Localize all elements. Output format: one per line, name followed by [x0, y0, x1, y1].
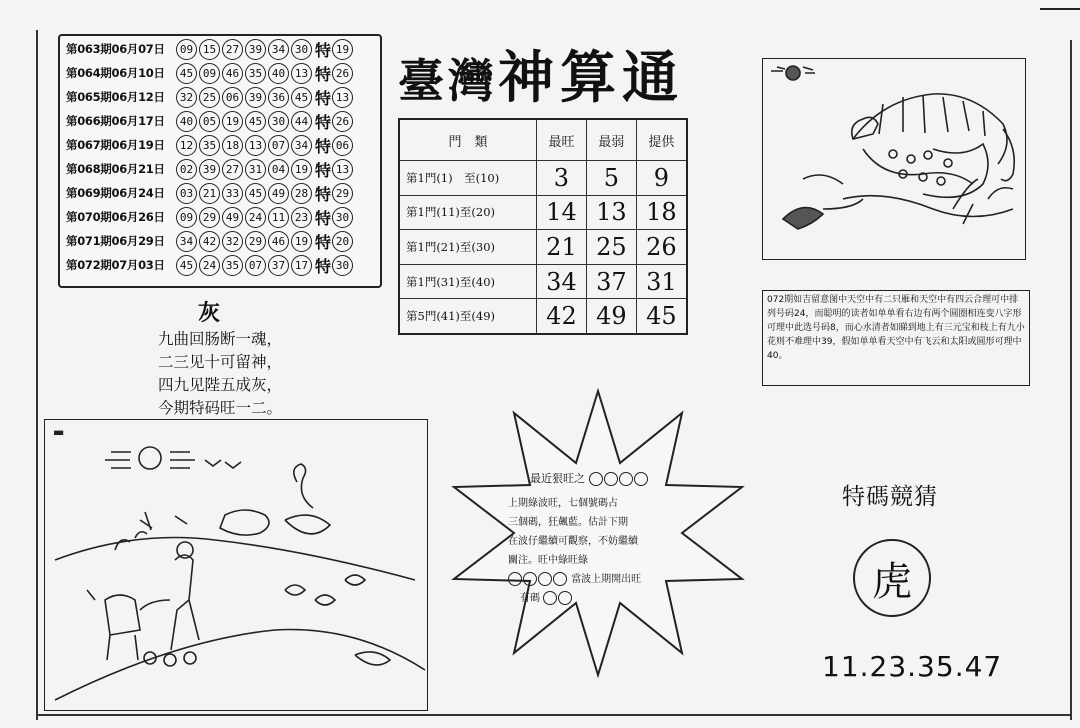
- number-ball: 46: [268, 231, 289, 252]
- ball-icon: [589, 472, 603, 486]
- result-row: [66, 158, 355, 180]
- number-ball: 34: [291, 135, 312, 156]
- number-ball: 30: [291, 39, 312, 60]
- result-period-label: 第072期07月03日: [66, 258, 165, 272]
- hint-note: 072期如吉留意图中天空中有二只雁和天空中有四云合理可中排列号码24，而聪明的读者如单单看右边有两个圆圈相连变八字形可理中此选号码8，而心水清者如睇到地上有三元宝和枝上有九小花则不难理中39，假如单单看天空中有飞云和太阳或圆形可理中40。: [762, 290, 1030, 386]
- top-rule: [1040, 0, 1080, 10]
- special-mark: 特: [315, 136, 332, 156]
- number-ball: 39: [245, 39, 266, 60]
- table-cell-min: 13: [586, 195, 636, 230]
- table-header-category: 門 類: [399, 119, 537, 161]
- special-ball: 20: [332, 231, 353, 252]
- starburst-line: 三個碼，狂飆藍。估計下期: [508, 517, 628, 528]
- table-header-max: 最旺: [537, 119, 587, 161]
- table-cell-offer: 18: [636, 195, 687, 230]
- number-ball: 03: [176, 183, 197, 204]
- ball-icon: [538, 572, 552, 586]
- number-ball: 19: [291, 159, 312, 180]
- number-ball: 37: [268, 255, 289, 276]
- table-cell-range: 第1門(11)至(20): [399, 195, 537, 230]
- number-ball: 40: [268, 63, 289, 84]
- shepherd-drawing: [45, 420, 427, 710]
- number-ball: 39: [199, 159, 220, 180]
- special-mark: 特: [315, 232, 332, 252]
- result-row: [66, 86, 355, 108]
- result-period-label: 第064期06月10日: [66, 66, 165, 80]
- table-cell-max: 3: [537, 161, 587, 196]
- number-ball: 32: [222, 231, 243, 252]
- table-cell-range: 第1門(1) 至(10): [399, 161, 537, 196]
- starburst-line: 關注。旺中綠旺綠: [508, 555, 588, 566]
- table-cell-min: 5: [586, 161, 636, 196]
- number-ball: 15: [199, 39, 220, 60]
- number-ball: 12: [176, 135, 197, 156]
- number-ball: 42: [199, 231, 220, 252]
- poem-title: 灰: [198, 300, 221, 326]
- result-row: [66, 134, 355, 156]
- number-ball: 13: [245, 135, 266, 156]
- table-cell-offer: 26: [636, 230, 687, 265]
- result-period-label: 第063期06月07日: [66, 42, 165, 56]
- ball-icon: [634, 472, 648, 486]
- special-ball: 30: [332, 207, 353, 228]
- guess-numbers: 11.23.35.47: [822, 650, 1003, 683]
- number-ball: 29: [245, 231, 266, 252]
- table-header-offer: 提供: [636, 119, 687, 161]
- starburst-line: 在波仔繼續可觀察，不妨繼續: [508, 536, 638, 547]
- table-cell-max: 42: [537, 299, 587, 334]
- table-row: [399, 230, 687, 265]
- number-ball: 29: [199, 207, 220, 228]
- starburst-heading: 最近狠旺之: [530, 470, 649, 486]
- number-ball: 39: [245, 87, 266, 108]
- special-ball: 13: [332, 87, 353, 108]
- table-row: [399, 264, 687, 299]
- special-mark: 特: [315, 256, 332, 276]
- special-ball: 26: [332, 111, 353, 132]
- number-ball: 45: [176, 255, 197, 276]
- number-ball: 27: [222, 39, 243, 60]
- zodiac-circle: 虎: [853, 539, 931, 617]
- table-cell-offer: 45: [636, 299, 687, 334]
- number-ball: 05: [199, 111, 220, 132]
- number-ball: 11: [268, 207, 289, 228]
- special-guess-label: 特碼競猜: [842, 484, 938, 510]
- number-ball: 36: [268, 87, 289, 108]
- number-ball: 04: [268, 159, 289, 180]
- title-part1: 臺灣: [398, 54, 498, 108]
- number-ball: 49: [222, 207, 243, 228]
- special-mark: 特: [315, 112, 332, 132]
- result-period-label: 第071期06月29日: [66, 234, 165, 248]
- number-ball: 35: [199, 135, 220, 156]
- table-cell-max: 34: [537, 264, 587, 299]
- result-period-label: 第066期06月17日: [66, 114, 165, 128]
- number-ball: 40: [176, 111, 197, 132]
- number-ball: 25: [199, 87, 220, 108]
- results-panel: [58, 34, 382, 288]
- number-ball: 24: [245, 207, 266, 228]
- number-ball: 07: [268, 135, 289, 156]
- number-ball: 45: [245, 183, 266, 204]
- result-period-label: 第065期06月12日: [66, 90, 165, 104]
- poem-line: 四九见陛五成灰，: [158, 376, 283, 394]
- table-row: [399, 161, 687, 196]
- ball-icon: [619, 472, 633, 486]
- number-ball: 23: [291, 207, 312, 228]
- table-cell-min: 49: [586, 299, 636, 334]
- number-ball: 31: [245, 159, 266, 180]
- number-range-table: [398, 118, 688, 335]
- table-cell-max: 14: [537, 195, 587, 230]
- ball-icon: [543, 591, 557, 605]
- table-cell-max: 21: [537, 230, 587, 265]
- table-cell-range: 第1門(21)至(30): [399, 230, 537, 265]
- result-period-label: 第069期06月24日: [66, 186, 165, 200]
- poem-line: 九曲回肠断一魂，: [158, 330, 283, 348]
- poem-line: 二三见十可留神，: [158, 353, 283, 371]
- table-header-min: 最弱: [586, 119, 636, 161]
- table-row: [399, 299, 687, 334]
- svg-text:▬: ▬: [53, 425, 65, 439]
- tiger-illustration: [762, 58, 1026, 260]
- number-ball: 13: [291, 63, 312, 84]
- ball-icon: [523, 572, 537, 586]
- number-ball: 46: [222, 63, 243, 84]
- special-ball: 29: [332, 183, 353, 204]
- poem: [158, 328, 282, 420]
- special-ball: 30: [332, 255, 353, 276]
- page-title: [398, 34, 684, 114]
- shepherd-illustration: [44, 419, 428, 711]
- table-cell-min: 37: [586, 264, 636, 299]
- special-ball: 06: [332, 135, 353, 156]
- special-mark: 特: [315, 40, 332, 60]
- table-cell-min: 25: [586, 230, 636, 265]
- special-ball: 19: [332, 39, 353, 60]
- result-row: [66, 230, 355, 252]
- number-ball: 35: [245, 63, 266, 84]
- starburst-footer: 當波上期開出旺: [508, 570, 698, 589]
- number-ball: 02: [176, 159, 197, 180]
- starburst-footer2: 有碼: [508, 589, 698, 608]
- result-row: [66, 110, 355, 132]
- number-ball: 21: [199, 183, 220, 204]
- result-row: [66, 206, 355, 228]
- tiger-drawing: [763, 59, 1025, 259]
- ball-icon: [558, 591, 572, 605]
- number-ball: 09: [199, 63, 220, 84]
- number-ball: 19: [291, 231, 312, 252]
- number-ball: 28: [291, 183, 312, 204]
- ball-icon: [508, 572, 522, 586]
- special-ball: 26: [332, 63, 353, 84]
- number-ball: 33: [222, 183, 243, 204]
- number-ball: 09: [176, 207, 197, 228]
- result-period-label: 第068期06月21日: [66, 162, 165, 176]
- right-rule: [1070, 40, 1072, 720]
- number-ball: 34: [268, 39, 289, 60]
- number-ball: 34: [176, 231, 197, 252]
- poem-line: 今期特码旺一二。: [158, 399, 283, 417]
- number-ball: 27: [222, 159, 243, 180]
- ball-icon: [604, 472, 618, 486]
- table-row: [399, 195, 687, 230]
- special-mark: 特: [315, 208, 332, 228]
- number-ball: 17: [291, 255, 312, 276]
- result-row: [66, 182, 355, 204]
- number-ball: 24: [199, 255, 220, 276]
- ball-icon: [553, 572, 567, 586]
- special-ball: 13: [332, 159, 353, 180]
- number-ball: 18: [222, 135, 243, 156]
- number-ball: 07: [245, 255, 266, 276]
- number-ball: 45: [245, 111, 266, 132]
- result-period-label: 第067期06月19日: [66, 138, 165, 152]
- table-cell-offer: 9: [636, 161, 687, 196]
- left-rule: [36, 30, 38, 720]
- number-ball: 45: [291, 87, 312, 108]
- special-mark: 特: [315, 88, 332, 108]
- starburst-line: 上期綠波旺，七個號碼占: [508, 498, 618, 509]
- table-cell-range: 第5門(41)至(49): [399, 299, 537, 334]
- result-row: [66, 254, 355, 276]
- number-ball: 32: [176, 87, 197, 108]
- special-mark: 特: [315, 64, 332, 84]
- number-ball: 44: [291, 111, 312, 132]
- number-ball: 06: [222, 87, 243, 108]
- result-row: [66, 38, 355, 60]
- number-ball: 30: [268, 111, 289, 132]
- title-part2: 神算通: [498, 45, 684, 111]
- bottom-rule: [36, 714, 1072, 716]
- number-ball: 45: [176, 63, 197, 84]
- table-cell-offer: 31: [636, 264, 687, 299]
- special-mark: 特: [315, 160, 332, 180]
- number-ball: 49: [268, 183, 289, 204]
- result-period-label: 第070期06月26日: [66, 210, 165, 224]
- starburst-text: [508, 494, 698, 608]
- number-ball: 19: [222, 111, 243, 132]
- result-row: [66, 62, 355, 84]
- table-cell-range: 第1門(31)至(40): [399, 264, 537, 299]
- number-ball: 09: [176, 39, 197, 60]
- number-ball: 35: [222, 255, 243, 276]
- special-mark: 特: [315, 184, 332, 204]
